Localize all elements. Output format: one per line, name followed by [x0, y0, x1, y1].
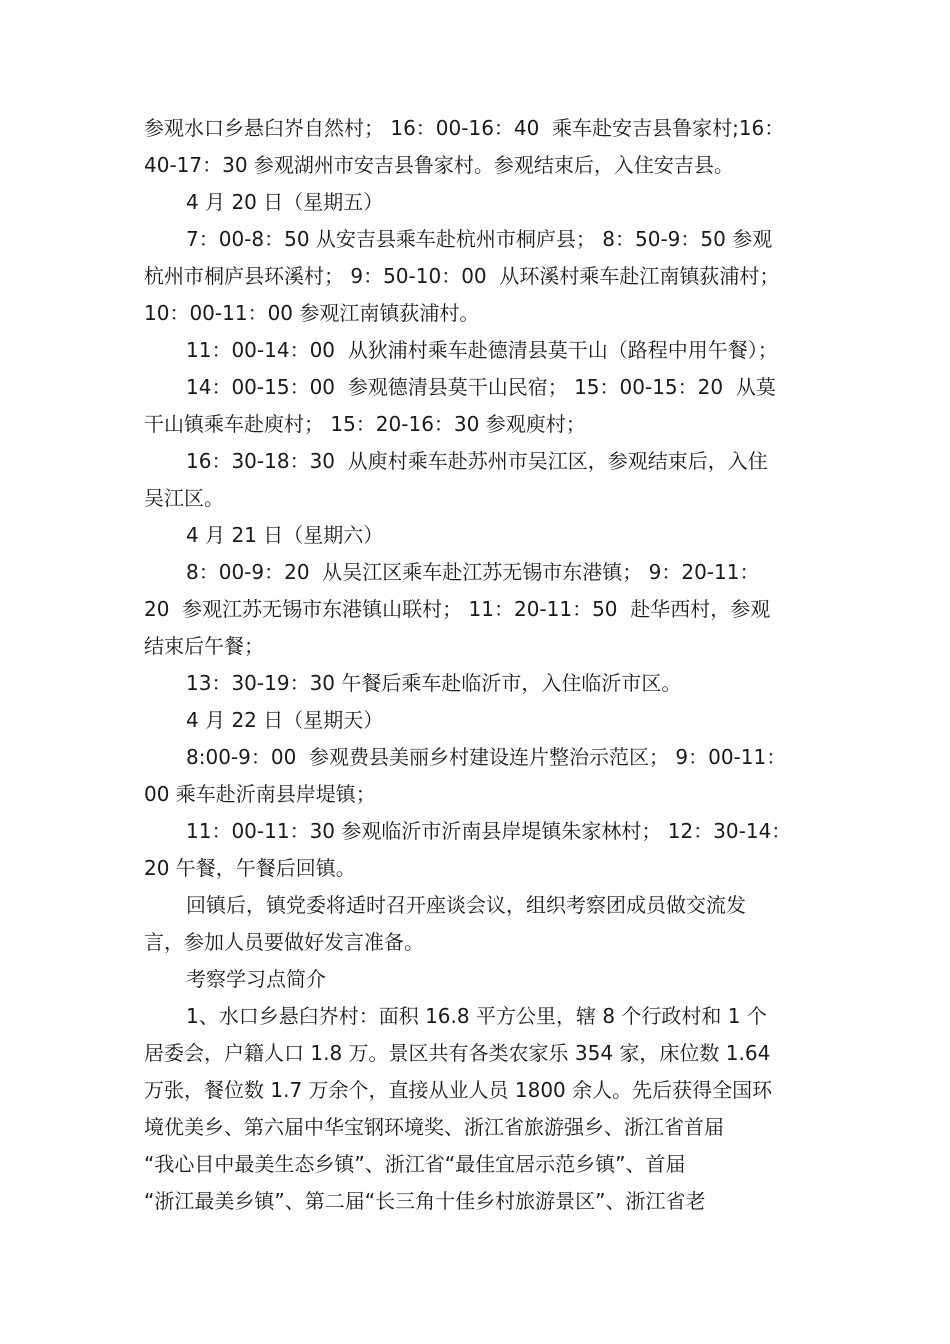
text-line: 4 月 20 日（星期五） — [186, 190, 384, 214]
text-line: 居委会，户籍人口 1.8 万。景区共有各类农家乐 354 家，床位数 1.64 — [144, 1041, 771, 1065]
text-line: 00 乘车赴沂南县岸堤镇； — [144, 782, 376, 806]
text-line: 言，参加人员要做好发言准备。 — [144, 930, 424, 954]
text-line: 16：30-18：30 从庾村乘车赴苏州市吴江区，参观结束后，入住 — [186, 449, 768, 473]
text-line: 结束后午餐； — [144, 634, 264, 658]
text-line: “我心目中最美生态乡镇”、浙江省“最佳宜居示范乡镇”、首届 — [144, 1152, 686, 1176]
text-line: 8:00-9：00 参观费县美丽乡村建设连片整治示范区； 9：00-11： — [186, 745, 787, 769]
text-line: 20 午餐，午餐后回镇。 — [144, 856, 356, 880]
text-line: 4 月 21 日（星期六） — [186, 523, 384, 547]
text-line: 万张，餐位数 1.7 万余个，直接从业人员 1800 余人。先后获得全国环 — [144, 1078, 773, 1102]
document-page — [144, 110, 828, 1220]
text-line: 11：00-14：00 从狄浦村乘车赴德清县莫干山（路程中用午餐）； — [186, 338, 778, 362]
text-line: 考察学习点简介 — [186, 967, 326, 991]
text-line: 杭州市桐庐县环溪村； 9：50-10：00 从环溪村乘车赴江南镇荻浦村； — [144, 264, 780, 288]
text-line: 40-17：30 参观湖州市安吉县鲁家村。参观结束后，入住安吉县。 — [144, 153, 734, 177]
text-line: 13：30-19：30 午餐后乘车赴临沂市，入住临沂市区。 — [186, 671, 682, 695]
text-line: 境优美乡、第六届中华宝钢环境奖、浙江省旅游强乡、浙江省首届 — [144, 1115, 724, 1139]
text-line: 11：00-11：30 参观临沂市沂南县岸堤镇朱家林村； 12：30-14： — [186, 819, 792, 843]
text-line: 8：00-9：20 从吴江区乘车赴江苏无锡市东港镇； 9：20-11： — [186, 560, 760, 584]
text-line: 参观水口乡悬臼岕自然村； 16：00-16：40 乘车赴安吉县鲁家村;16： — [144, 116, 785, 140]
text-line: 干山镇乘车赴庾村； 15：20-16：30 参观庾村； — [144, 412, 586, 436]
text-line: 10：00-11：00 参观江南镇荻浦村。 — [144, 301, 480, 325]
text-line: 14：00-15：00 参观德清县莫干山民宿； 15：00-15：20 从莫 — [186, 375, 776, 399]
text-line: 7：00-8：50 从安吉县乘车赴杭州市桐庐县； 8：50-9：50 参观 — [186, 227, 773, 251]
text-line: 1、水口乡悬臼岕村：面积 16.8 平方公里，辖 8 个行政村和 1 个 — [186, 1004, 767, 1028]
text-line: “浙江最美乡镇”、第二届“长三角十佳乡村旅游景区”、浙江省老 — [144, 1189, 706, 1213]
text-line: 20 参观江苏无锡市东港镇山联村； 11：20-11：50 赴华西村，参观 — [144, 597, 771, 621]
text-line: 吴江区。 — [144, 486, 224, 510]
text-line: 4 月 22 日（星期天） — [186, 708, 384, 732]
text-line: 回镇后，镇党委将适时召开座谈会议，组织考察团成员做交流发 — [186, 893, 746, 917]
